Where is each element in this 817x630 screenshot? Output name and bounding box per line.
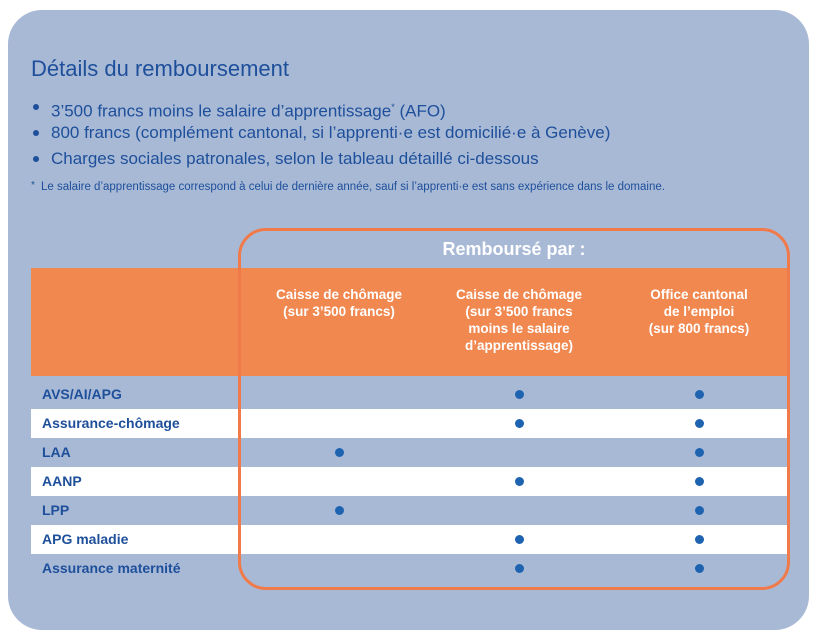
bullet-item: 800 francs (complément cantonal, si l’apprenti·e est domicilié·e à Genève): [31, 122, 610, 148]
check-dot: [515, 419, 524, 428]
row-label: AANP: [42, 473, 82, 489]
check-dot: [695, 535, 704, 544]
table-row: [31, 525, 790, 554]
footnote-text: Le salaire d’apprentissage correspond à celui de dernière année, sauf si l’apprenti·e est sans expérience dans le domaine.: [41, 181, 665, 193]
check-dot: [695, 564, 704, 573]
row-label: Assurance-chômage: [42, 415, 180, 431]
row-label: LAA: [42, 444, 71, 460]
table-header: [31, 268, 790, 376]
footnote-ref: *: [391, 102, 395, 112]
table-row: [31, 496, 790, 525]
table-row: [31, 409, 790, 438]
footnote-marker: *: [31, 180, 35, 191]
table-row: [31, 467, 790, 496]
check-dot: [515, 390, 524, 399]
check-dot: [515, 535, 524, 544]
check-dot: [695, 390, 704, 399]
bullet-item: Charges sociales patronales, selon le tableau détaillé ci-dessous: [31, 148, 610, 174]
row-label: Assurance maternité: [42, 560, 181, 576]
check-dot: [695, 506, 704, 515]
check-dot: [695, 477, 704, 486]
group-header: Remboursé par :: [442, 239, 586, 259]
check-dot: [695, 448, 704, 457]
check-dot: [515, 477, 524, 486]
check-dot: [335, 506, 344, 515]
table-row: [31, 438, 790, 467]
table-row: [31, 380, 790, 409]
check-dot: [515, 564, 524, 573]
column-header-office-cantonal: Office cantonal de l’emploi (sur 800 francs): [648, 287, 750, 336]
row-label: APG maladie: [42, 531, 129, 547]
column-header-chomage-3500: Caisse de chômage (sur 3’500 francs): [275, 287, 403, 319]
bullet-item: 3’500 francs moins le salaire d’apprentissage* (AFO): [31, 96, 610, 122]
column-header-chomage-apprentissage: Caisse de chômage (sur 3’500 francs moins le salaire d’apprentissage): [455, 287, 583, 353]
row-label: AVS/AI/APG: [42, 386, 122, 402]
check-dot: [695, 419, 704, 428]
table-row: [31, 554, 790, 583]
row-label: LPP: [42, 502, 70, 518]
page-title: Détails du remboursement: [31, 56, 290, 81]
check-dot: [335, 448, 344, 457]
